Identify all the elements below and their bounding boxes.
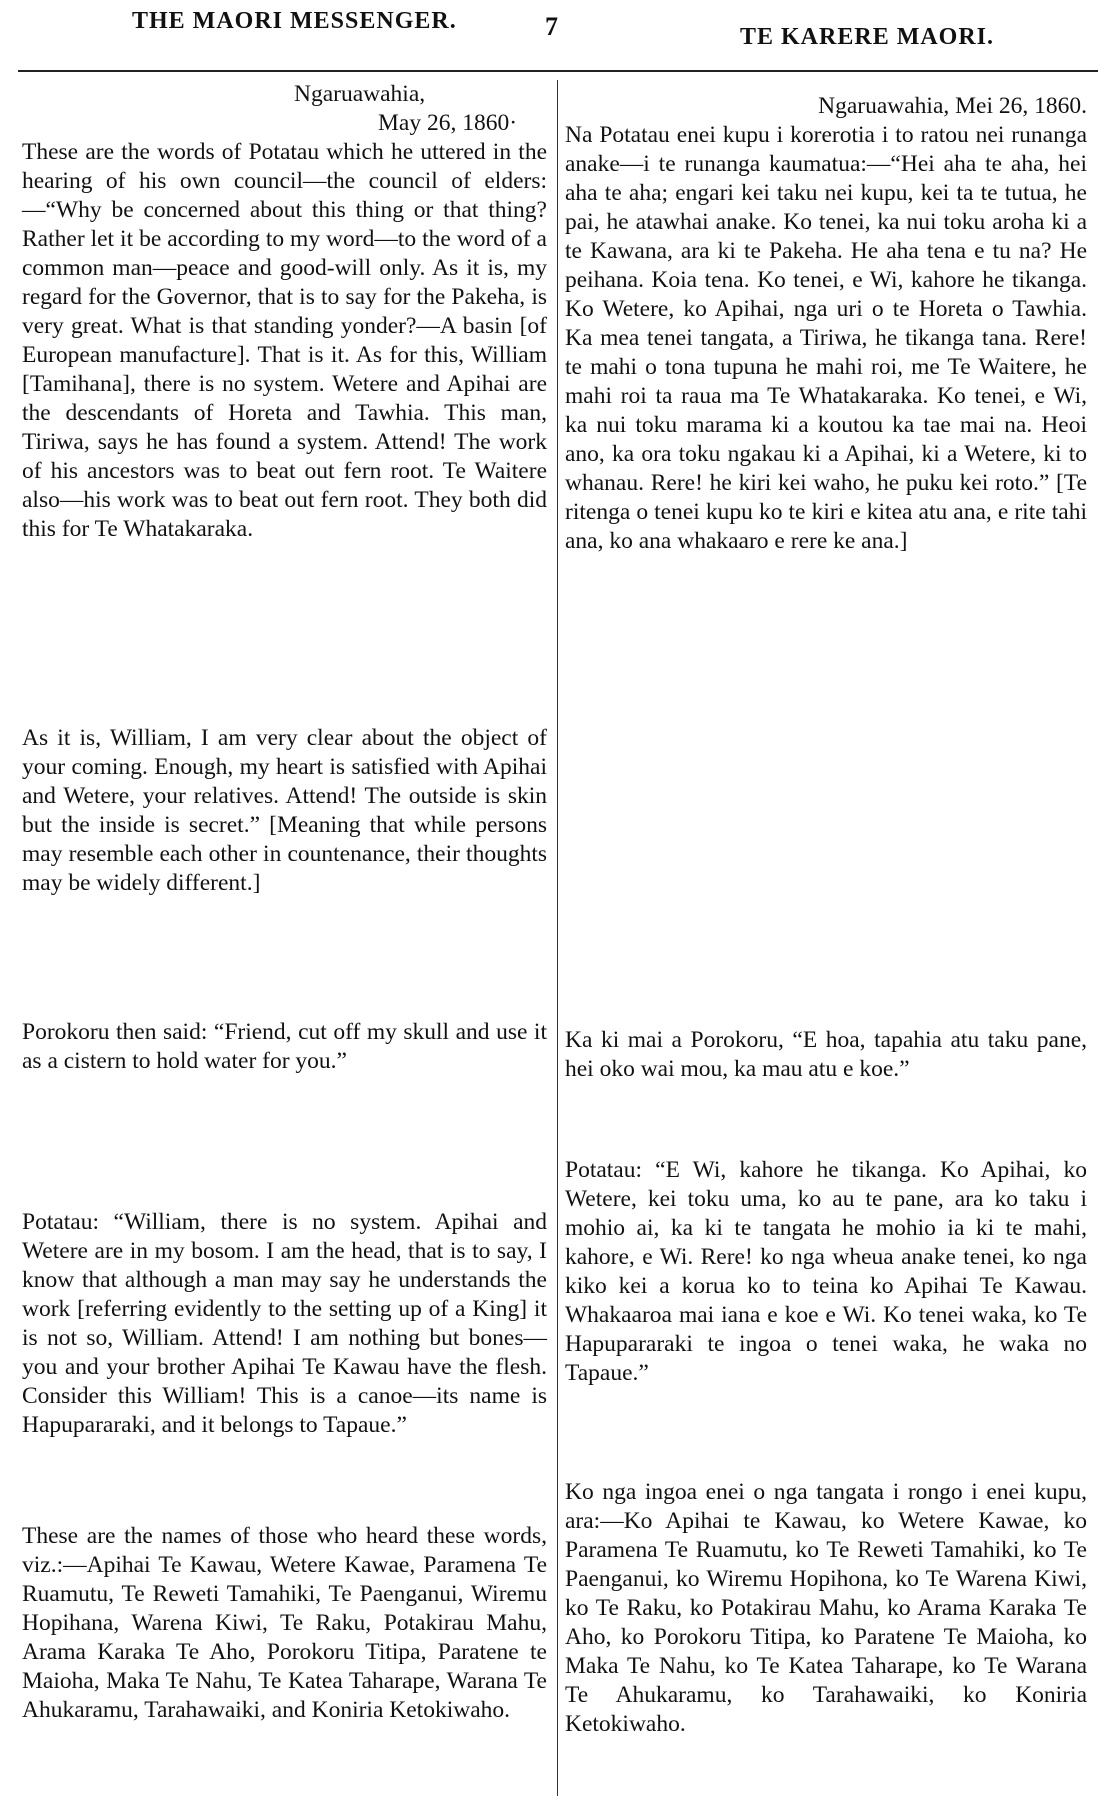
maori-paragraph-4: Potatau: “E Wi, kahore he tikanga. Ko Apihai, ko Wetere, kei toku uma, ko au te pane, ara ko taku i mohio ai, ka ki te tangata he mohio ia ki te mahi, kahore, e Wi. Rere! ko nga wheua anake tenei, ko nga kiko kei a korua ko to teina ko Apihai Te Kawau. Whakaaroa mai iana e koe e Wi. Ko tenei waka, ko Te Hapupararaki te ingoa o tenei waka, he waka no Tapaue.”: [565, 1157, 1087, 1386]
maori-paragraph-5: Ko nga ingoa enei o nga tangata i rongo i enei kupu, ara:—Ko Apihai te Kawau, ko Wetere Kawae, ko Paramena Te Ruamutu, ko Te Reweti Tamahiki, ko Te Paenganui, ko Wiremu Hopihona, ko Te Warena Kiwi, ko Te Raku, ko Potakirau Mahu, ko Arama Karaka Te Aho, ko Porokoru Titipa, ko Paratene Te Maioha, ko Maka Te Nahu, ko Te Katea Taharape, ko Te Warana Te Ahukaramu, ko Tarahawaiki, ko Koniria Ketokiwaho.: [565, 1479, 1087, 1737]
english-paragraph-5: These are the names of those who heard these words, viz.:—Apihai Te Kawau, Wetere Kawae, Paramena Te Ruamutu, Te Reweti Tamahiki, Te Paenganui, Wiremu Hopihana, Warena Kiwi, Te Raku, Potakirau Mahu, Arama Karaka Te Aho, Porokoru Titipa, Paratene te Maioha, Maka Te Nahu, Te Katea Taharape, Warana Te Ahukaramu, Tarahawaiki, and Koniria Ketokiwaho.: [22, 1523, 547, 1723]
maori-dateline: [565, 92, 1087, 121]
maori-paragraph-1: Na Potatau enei kupu i korerotia i to ratou nei runanga anake—i te runanga kaumatua:—“Hei aha te aha, hei aha te aha; engari kei taku nei kupu, kei ta te tutua, he pai, he atawhai anake. Ko tenei, ka nui toku aroha ki a te Kawana, ara ki te Pakeha. He aha tena e tu na? He peihana. Koia tena. Ko tenei, e Wi, kahore he tikanga. Ko Wetere, ko Apihai, nga uri o te Horeta o Tawhia. Ka mea tenei tangata, a Tiriwa, he tikanga tana. Rere! te mahi o tona tupuna he mahi roi, me Te Waitere, he mahi roi ta raua ma Te Whatakaraka. Ko tenei, e Wi, ka nui toku marama ki a koutou ka tae mai na. Heoi ano, ka ora toku ngakau ki a Apihai, ki a Wetere, ki to whanau. Rere! he kiri kei waho, he puku kei roto.” [Te ritenga o tenei kupu ko te kiri e kitea atu ana, e rite tahi ana, ko ana whakaaro e rere ke ana.]: [565, 122, 1087, 554]
english-date: May 26, 1860·: [378, 110, 518, 136]
page-number: 7: [545, 12, 559, 41]
english-place: Ngaruawahia,: [294, 81, 426, 107]
maori-paragraph-3: Ka ki mai a Porokoru, “E hoa, tapahia atu taku pane, hei oko wai mou, ka mau atu e koe.”: [565, 1027, 1087, 1082]
masthead-maori-title: TE KARERE MAORI.: [740, 24, 995, 50]
english-paragraph-2: As it is, William, I am very clear about the object of your coming. Enough, my heart is satisfied with Apihai and Wetere, your relatives. Attend! The outside is skin but the inside is secret.” [Meaning that while persons may resemble each other in countenance, their thoughts may be widely different.]: [22, 725, 547, 896]
header-rule: [18, 70, 1098, 72]
masthead: [0, 0, 1114, 60]
english-paragraph-1: These are the words of Potatau which he uttered in the hearing of his own council—the council of elders:—“Why be concerned about this thing or that thing? Rather let it be according to my word—to the word of a common man—peace and good-will only. As it is, my regard for the Governor, that is to say for the Pakeha, is very great. What is that standing yonder?—A basin [of European manufacture]. That is it. As for this, William [Tamihana], there is no system. Wetere and Apihai are the descendants of Horeta and Tawhia. This man, Tiriwa, says he has found a system. Attend! The work of his ancestors was to beat out fern root. Te Waitere also—his work was to beat out fern root. They both did this for Te Whatakaraka.: [22, 139, 547, 542]
english-paragraph-4: Potatau: “William, there is no system. Apihai and Wetere are in my bosom. I am the head, that is to say, I know that although a man may say he understands the work [referring evidently to the setting up of a King] it is not so, William. Attend! I am nothing but bones—you and your brother Apihai Te Kawau have the flesh. Consider this William! This is a canoe—its name is Hapupararaki, and it belongs to Tapaue.”: [22, 1209, 547, 1438]
column-divider: [557, 80, 558, 1796]
masthead-english-title: THE MAORI MESSENGER.: [132, 8, 457, 34]
english-dateline: [22, 80, 547, 138]
english-paragraph-3: Porokoru then said: “Friend, cut off my skull and use it as a cistern to hold water for you.”: [22, 1019, 547, 1074]
maori-date: Ngaruawahia, Mei 26, 1860.: [818, 93, 1087, 119]
